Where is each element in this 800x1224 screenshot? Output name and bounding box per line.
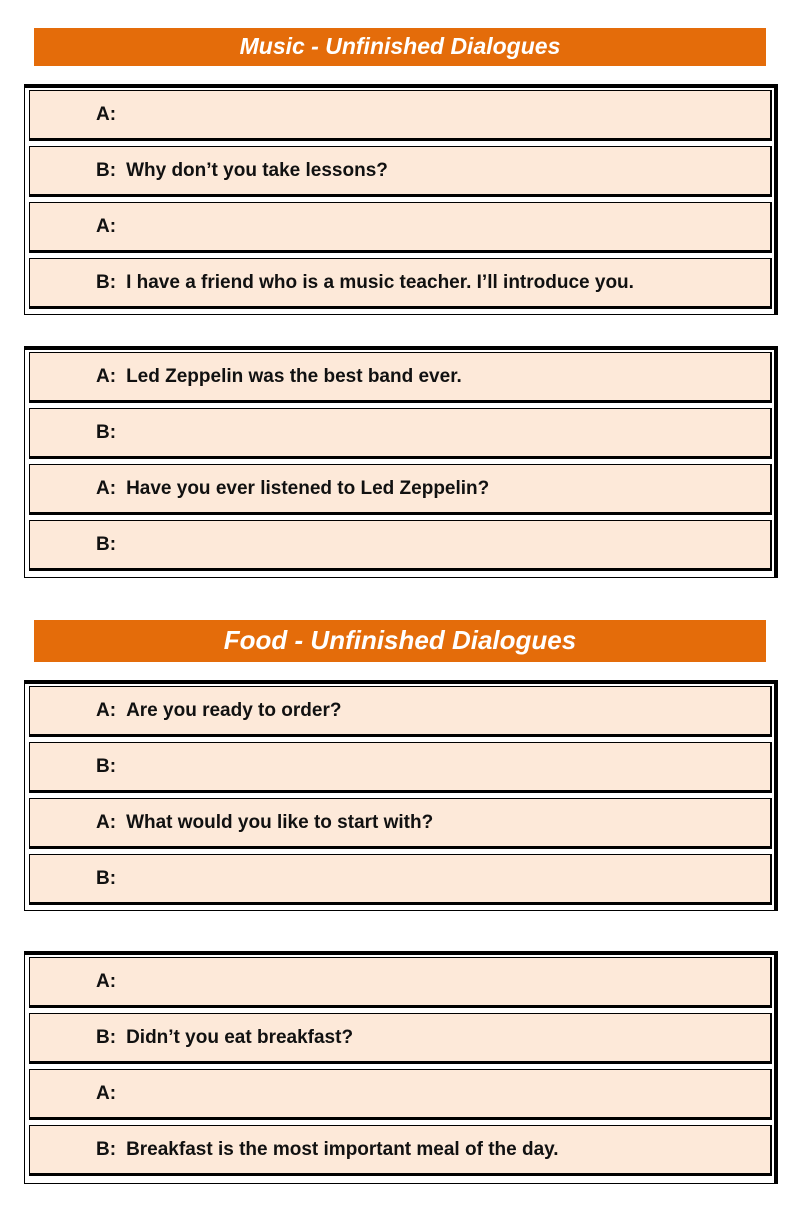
speaker-label: B: [96, 867, 117, 889]
line-text: Are you ready to order? [126, 699, 342, 721]
line-text: Have you ever listened to Led Zeppelin? [126, 477, 490, 499]
dialogue-line [29, 464, 772, 515]
dialogue-box [24, 346, 778, 578]
dialogue-box [24, 84, 778, 315]
speaker-label: B: [96, 1138, 117, 1160]
speaker-label: A: [96, 970, 117, 992]
dialogue-line [29, 146, 772, 197]
dialogue-line [29, 352, 772, 403]
dialogue-line [29, 957, 772, 1008]
speaker-label: B: [96, 271, 117, 293]
dialogue-line [29, 202, 772, 253]
dialogue-line [29, 742, 772, 793]
line-text: I have a friend who is a music teacher. I’ll introduce you. [126, 271, 634, 293]
section-title-food: Food - Unfinished Dialogues [34, 620, 766, 662]
speaker-label: B: [96, 159, 117, 181]
speaker-label: A: [96, 103, 117, 125]
dialogue-line [29, 520, 772, 571]
dialogue-line [29, 686, 772, 737]
line-text: Led Zeppelin was the best band ever. [126, 365, 462, 387]
line-text: Why don’t you take lessons? [126, 159, 388, 181]
dialogue-line [29, 1125, 772, 1176]
dialogue-line [29, 408, 772, 459]
dialogue-line [29, 90, 772, 141]
speaker-label: B: [96, 421, 117, 443]
line-text: Breakfast is the most important meal of the day. [126, 1138, 559, 1160]
dialogue-line [29, 854, 772, 905]
dialogue-box [24, 680, 778, 911]
speaker-label: B: [96, 755, 117, 777]
section-title-music: Music - Unfinished Dialogues [34, 28, 766, 66]
line-text: Didn’t you eat breakfast? [126, 1026, 354, 1048]
speaker-label: B: [96, 533, 117, 555]
speaker-label: A: [96, 365, 117, 387]
speaker-label: A: [96, 811, 117, 833]
dialogue-line [29, 1013, 772, 1064]
dialogue-box [24, 951, 778, 1184]
line-text: What would you like to start with? [126, 811, 434, 833]
dialogue-line [29, 258, 772, 309]
speaker-label: B: [96, 1026, 117, 1048]
speaker-label: A: [96, 215, 117, 237]
speaker-label: A: [96, 699, 117, 721]
dialogue-line [29, 798, 772, 849]
speaker-label: A: [96, 1082, 117, 1104]
dialogue-line [29, 1069, 772, 1120]
speaker-label: A: [96, 477, 117, 499]
